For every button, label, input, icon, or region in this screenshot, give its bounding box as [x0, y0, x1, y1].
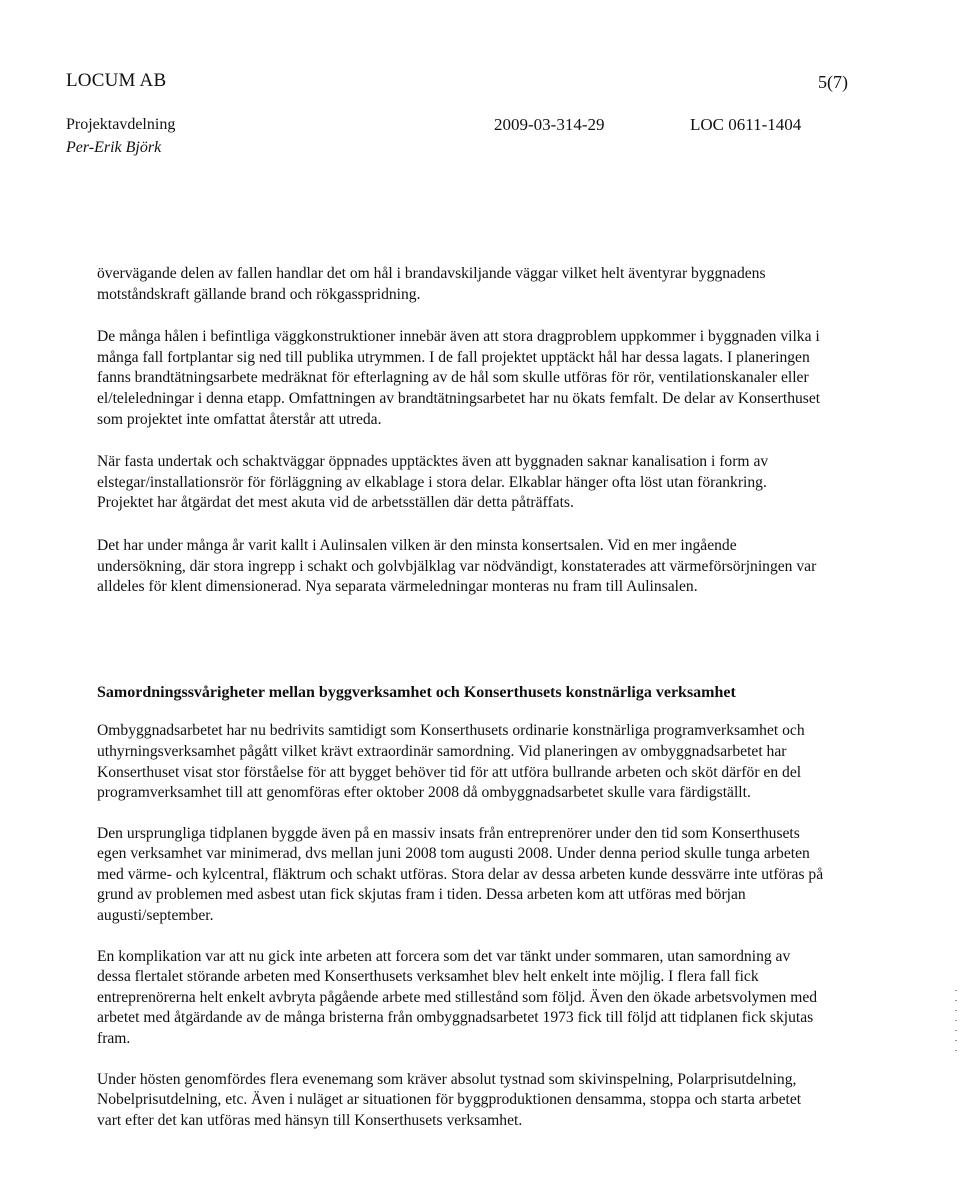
department-label: Projektavdelning: [66, 116, 176, 133]
paragraph: övervägande delen av fallen handlar det om hål i brandavskiljande väggar vilket helt äventyrar byggnadens motståndskraft gällande brand och rökgasspridning.: [97, 265, 766, 303]
paragraph: De många hålen i befintliga väggkonstruktioner innebär även att stora dragproblem uppkommer i byggnaden vilka i många fall fortplantar sig ned till publika utrymmen. I de fall projektet upptäckt hål har dessa lagats. I planeringen fanns brandtätningsarbete medräknat för efterlagning av de hål som skulle utföras för rör, ventilationskanaler eller el/teleledningar i denna etapp. Omfattningen av brandtätningsarbetet har nu ökats femfalt. De delar av Konserthuset som projektet inte omfattat återstår att utreda.: [97, 328, 821, 428]
author-name: Per-Erik Björk: [66, 139, 162, 156]
section-heading: Samordningssvårigheter mellan byggverksamhet och Konserthusets konstnärliga verksamhet: [97, 683, 736, 701]
paragraph: Under hösten genomfördes flera evenemang som kräver absolut tystnad som skivinspelning, Polarprisutdelning, Nobelprisutdelning, etc. Även i nuläget ar situationen för byggproduktionen densamma, stoppa och starta arbetet vart efter det kan utföras med hänsyn till Konserthusets verksamhet.: [97, 1070, 802, 1129]
paragraph: När fasta undertak och schaktväggar öppnades upptäcktes även att byggnaden saknar kanalisation i form av elstegar/installationsrör för förläggning av elkablage i stora delar. Elkablar hänger ofta löst utan förankring. Projektet har åtgärdat det mest akuta vid de arbetsställen där detta påträffats.: [97, 453, 769, 512]
document-body: [97, 264, 827, 1151]
scan-margin-marks: [955, 990, 958, 1150]
document-date: 2009-03-314-29: [494, 115, 605, 134]
paragraph: Det har under många år varit kallt i Aulinsalen vilken är den minsta konsertsalen. Vid en mer ingående undersökning, där stora ingrepp i schakt och golvbjälklag var nödvändigt, konstaterades att värmeförsörjningen var alldeles för klent dimensionerad. Nya separata värmeledningar monteras nu fram till Aulinsalen.: [97, 536, 817, 596]
company-name: LOCUM AB: [66, 70, 167, 91]
paragraph: Ombyggnadsarbetet har nu bedrivits samtidigt som Konserthusets ordinarie konstnärliga programverksamhet och uthyrningsverksamhet pågått vilket krävt extraordinär samordning. Vid planeringen av ombyggnadsarbetet har Konserthuset visat stor förståelse för att bygget behöver tid för att utföra bullrande arbeten och sköt därför en del programverksamhet till att genomföras efter oktober 2008 då ombyggnadsarbetet skulle vara färdigställt.: [97, 722, 805, 802]
page-number: 5(7): [818, 72, 848, 92]
section-spacer: [97, 620, 827, 683]
paragraph: Den ursprungliga tidplanen byggde även på en massiv insats från entreprenörer under den tid som Konserthusets egen verksamhet var minimerad, dvs mellan juni 2008 tom augusti 2008. Under denna period skulle tunga arbeten med värme- och kylcentral, fläktrum och schakt utföras. Stora delar av dessa arbeten kunde dessvärre inte utföras på grund av problemen med asbest utan fick skjutas fram i tiden. Dessa arbeten kom att utföras med början augusti/september.: [97, 824, 824, 925]
document-reference: LOC 0611-1404: [690, 115, 802, 134]
paragraph: En komplikation var att nu gick inte arbeten att forcera som det var tänkt under sommaren, utan samordning av dessa flertalet störande arbeten med Konserthusets verksamhet blev helt enkelt inte möjlig. I flera fall fick entreprenörerna helt enkelt avbryta pågående arbete med stillestånd som följd. Även den ökade arbetsvolymen med arbetet med åtgärdande av de många bristerna från ombyggnadsarbetet 1973 fick till följd att tidplanen fick skjutas fram.: [97, 947, 818, 1048]
